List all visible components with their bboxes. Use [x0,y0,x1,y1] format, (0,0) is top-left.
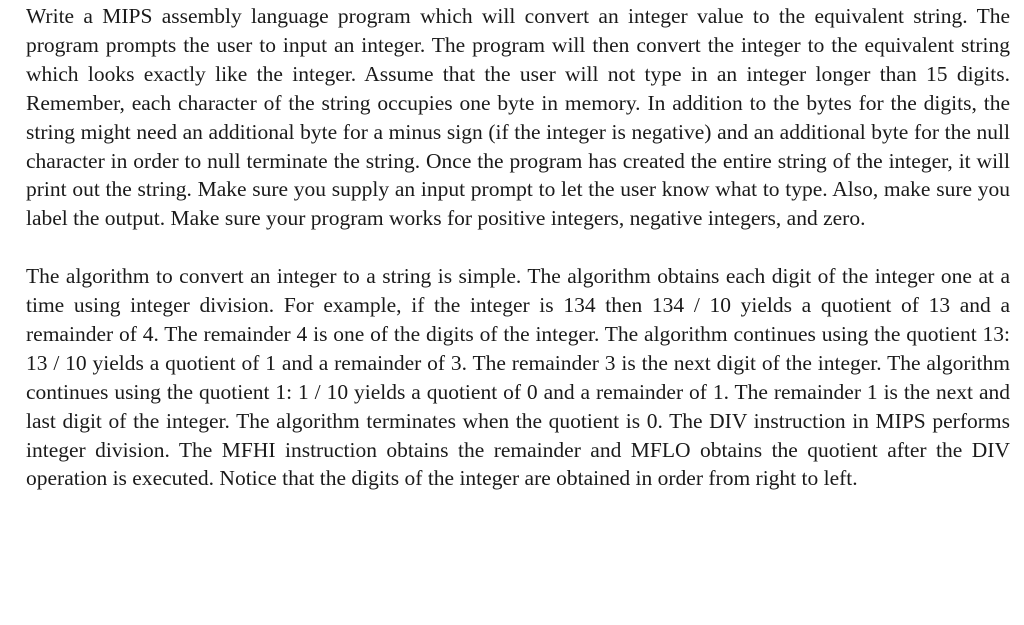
document-body [26,2,1010,493]
paragraph-spacer [26,233,1010,262]
paragraph-algorithm: The algorithm to convert an integer to a string is simple. The algorithm obtains each digit of the integer one at a time using integer division. For example, if the integer is 134 then 134 / 10 yields a quotient of 13 and a remainder of 4. The remainder 4 is one of the digits of the integer. The algorithm continues using the quotient 13: 13 / 10 yields a quotient of 1 and a remainder of 3. The remainder 3 is the next digit of the integer. The algorithm continues using the quotient 1: 1 / 10 yields a quotient of 0 and a remainder of 1. The remainder 1 is the next and last digit of the integer. The algorithm terminates when the quotient is 0. The DIV instruction in MIPS performs integer division. The MFHI instruction obtains the remainder and MFLO obtains the quotient after the DIV operation is executed. Notice that the digits of the integer are obtained in order from right to left. [26,264,1010,491]
paragraph-assignment: Write a MIPS assembly language program which will convert an integer value to the equivalent string. The program prompts the user to input an integer. The program will then convert the integer to the equivalent string which looks exactly like the integer. Assume that the user will not type in an integer longer than 15 digits. Remember, each character of the string occupies one byte in memory. In addition to the bytes for the digits, the string might need an additional byte for a minus sign (if the integer is negative) and an additional byte for the null character in order to null terminate the string. Once the program has created the entire string of the integer, it will print out the string. Make sure you supply an input prompt to let the user know what to type. Also, make sure you label the output. Make sure your program works for positive integers, negative integers, and zero. [26,4,1010,231]
